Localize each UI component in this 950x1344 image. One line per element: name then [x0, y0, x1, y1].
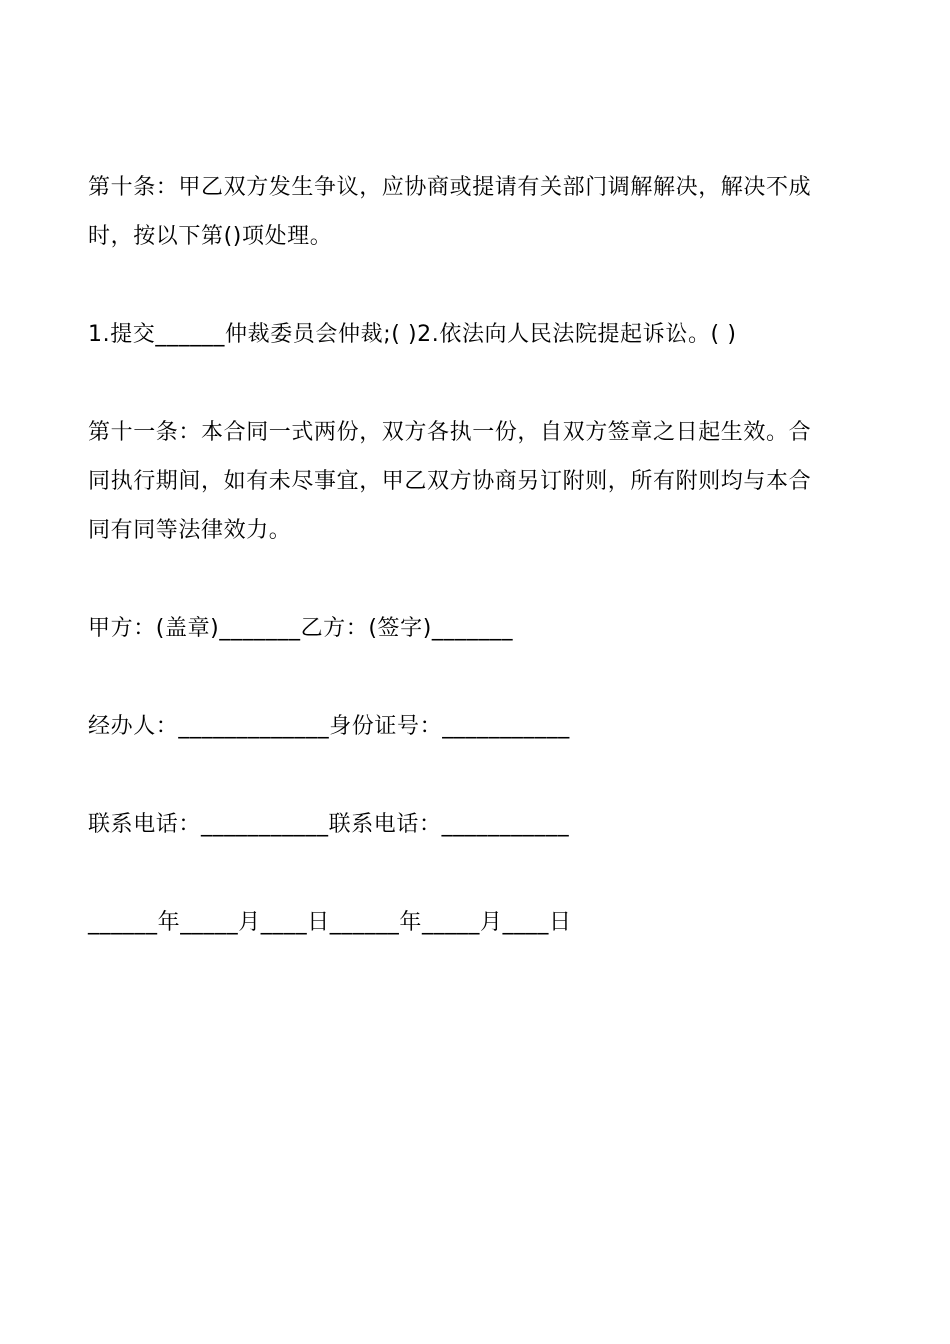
contact-phone-line: 联系电话：___________联系电话：___________ — [88, 812, 570, 837]
document-body — [88, 163, 868, 947]
spacer — [88, 751, 868, 800]
dispute-options: 1.提交______仲裁委员会仲裁;( )2.依法向人民法院提起诉讼。( ) — [88, 322, 737, 347]
spacer — [88, 359, 868, 408]
spacer — [88, 555, 868, 604]
article-10-line-1: 第十条：甲乙双方发生争议，应协商或提请有关部门调解解决，解决不成 — [88, 175, 812, 200]
article-11-line-3: 同有同等法律效力。 — [88, 518, 292, 543]
spacer — [88, 849, 868, 898]
date-line: ______年_____月____日______年_____月____日 — [88, 910, 572, 935]
spacer — [88, 261, 868, 310]
handler-id-line: 经办人：_____________身份证号：___________ — [88, 714, 570, 739]
spacer — [88, 653, 868, 702]
article-11-line-1: 第十一条：本合同一式两份，双方各执一份，自双方签章之日起生效。合 — [88, 420, 812, 445]
article-11-line-2: 同执行期间，如有未尽事宜，甲乙双方协商另订附则，所有附则均与本合 — [88, 469, 812, 494]
signature-parties-line: 甲方：(盖章)_______乙方：(签字)_______ — [88, 616, 514, 641]
article-10-line-2: 时，按以下第()项处理。 — [88, 224, 333, 249]
